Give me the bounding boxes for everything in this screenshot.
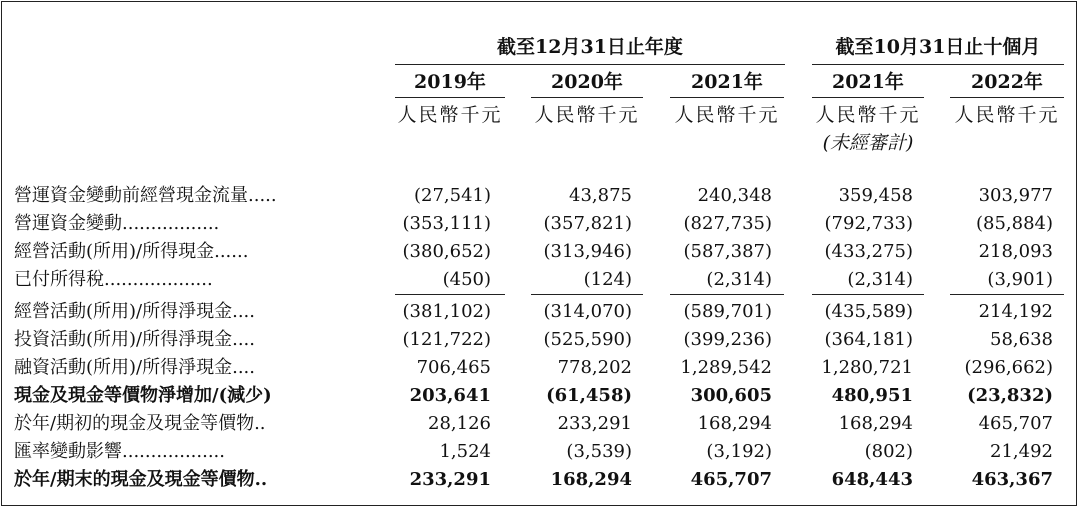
row-value: (589,701) [683, 301, 772, 322]
row-value: (85,884) [975, 213, 1053, 234]
row-value: (435,589) [824, 301, 913, 322]
unit-header: 人民幣千元 [815, 104, 921, 126]
row-value: (381,102) [402, 301, 491, 322]
group-rule-ten-months [812, 64, 1064, 65]
row-value: 214,192 [978, 301, 1053, 322]
row-value: 203,641 [409, 385, 491, 406]
unit-header: 人民幣千元 [954, 104, 1060, 126]
row-value: (121,722) [402, 329, 491, 350]
row-value: 168,294 [550, 469, 632, 490]
table-row [14, 326, 1064, 354]
row-value: (23,832) [967, 385, 1053, 406]
row-value: (3,901) [987, 269, 1053, 290]
row-value: (353,111) [402, 213, 491, 234]
row-label: 融資活動(所用)/所得淨現金.... [14, 357, 255, 378]
row-value: (364,181) [824, 329, 913, 350]
unit-header: 人民幣千元 [397, 104, 503, 126]
row-value: 359,458 [838, 185, 913, 206]
row-value: 480,951 [831, 385, 913, 406]
row-value: 463,367 [971, 469, 1053, 490]
table-row [14, 182, 1064, 210]
row-value: (61,458) [546, 385, 632, 406]
row-value: (380,652) [402, 241, 491, 262]
row-value: 233,291 [557, 413, 632, 434]
row-value: (313,946) [543, 241, 632, 262]
row-value: 465,707 [690, 469, 772, 490]
group-rule-full-year [395, 64, 785, 65]
row-value: 1,280,721 [821, 357, 913, 378]
row-label: 匯率變動影響.................. [14, 441, 225, 462]
row-label: 經營活動(所用)/所得淨現金.... [14, 301, 255, 322]
unaudited-note: (未經審計) [822, 132, 914, 154]
row-value: (357,821) [543, 213, 632, 234]
row-value: 21,492 [990, 441, 1053, 462]
unit-header: 人民幣千元 [674, 104, 780, 126]
year-header-2021: 2021年 [691, 71, 763, 93]
row-value: 648,443 [831, 469, 913, 490]
table-row [14, 466, 1064, 494]
row-value: (450) [442, 269, 491, 290]
table-row [14, 266, 1064, 294]
row-value: 706,465 [416, 357, 491, 378]
table-row [14, 354, 1064, 382]
year-header-2021-ten-months: 2021年 [832, 71, 904, 93]
row-value: 240,348 [697, 185, 772, 206]
year-header-2019: 2019年 [414, 71, 486, 93]
subtotal-rule [812, 294, 924, 295]
row-value: (433,275) [824, 241, 913, 262]
year-rule [812, 97, 924, 98]
unit-header: 人民幣千元 [534, 104, 640, 126]
row-value: 218,093 [978, 241, 1053, 262]
row-value: (3,192) [706, 441, 772, 462]
row-value: 1,289,542 [680, 357, 772, 378]
row-label: 已付所得稅................... [14, 269, 213, 290]
subtotal-rule [950, 294, 1064, 295]
row-value: 1,524 [439, 441, 491, 462]
row-value: (399,236) [683, 329, 772, 350]
year-header-2020: 2020年 [551, 71, 623, 93]
row-value: (802) [864, 441, 913, 462]
row-label: 營運資金變動前經營現金流量..... [14, 185, 277, 206]
row-label: 經營活動(所用)/所得現金...... [14, 241, 249, 262]
row-value: (296,662) [964, 357, 1053, 378]
subtotal-rule [395, 294, 505, 295]
row-value: (27,541) [413, 185, 491, 206]
row-value: 28,126 [428, 413, 491, 434]
row-value: 43,875 [569, 185, 632, 206]
group-header-full-year: 截至12月31日止年度 [497, 36, 683, 58]
year-rule [670, 97, 784, 98]
row-value: (2,314) [706, 269, 772, 290]
row-value: 465,707 [978, 413, 1053, 434]
row-value: 168,294 [838, 413, 913, 434]
row-label: 營運資金變動................. [14, 213, 220, 234]
row-value: (314,070) [543, 301, 632, 322]
row-value: 300,605 [690, 385, 772, 406]
row-value: 233,291 [409, 469, 491, 490]
row-value: (525,590) [543, 329, 632, 350]
table-row [14, 238, 1064, 266]
year-rule [950, 97, 1064, 98]
table-row [14, 410, 1064, 438]
group-header-ten-months: 截至10月31日止十個月 [835, 36, 1041, 58]
year-rule [531, 97, 643, 98]
table-row [14, 210, 1064, 238]
row-label: 於年/期初的現金及現金等價物.. [14, 413, 266, 434]
row-value: (124) [583, 269, 632, 290]
row-value: (587,387) [683, 241, 772, 262]
table-row [14, 438, 1064, 466]
subtotal-rule [531, 294, 643, 295]
row-value: 778,202 [557, 357, 632, 378]
row-value: (3,539) [566, 441, 632, 462]
row-value: 303,977 [978, 185, 1053, 206]
row-value: (827,735) [683, 213, 772, 234]
table-row [14, 298, 1064, 326]
table-row [14, 382, 1064, 410]
subtotal-rule [670, 294, 784, 295]
row-value: 168,294 [697, 413, 772, 434]
row-value: 58,638 [990, 329, 1053, 350]
row-label: 投資活動(所用)/所得淨現金.... [14, 329, 255, 350]
row-value: (2,314) [847, 269, 913, 290]
row-value: (792,733) [824, 213, 913, 234]
row-label: 現金及現金等價物淨增加/(減少) [14, 385, 272, 406]
row-label: 於年/期末的現金及現金等價物.. [14, 469, 268, 490]
year-header-2022-ten-months: 2022年 [971, 71, 1043, 93]
year-rule [395, 97, 505, 98]
